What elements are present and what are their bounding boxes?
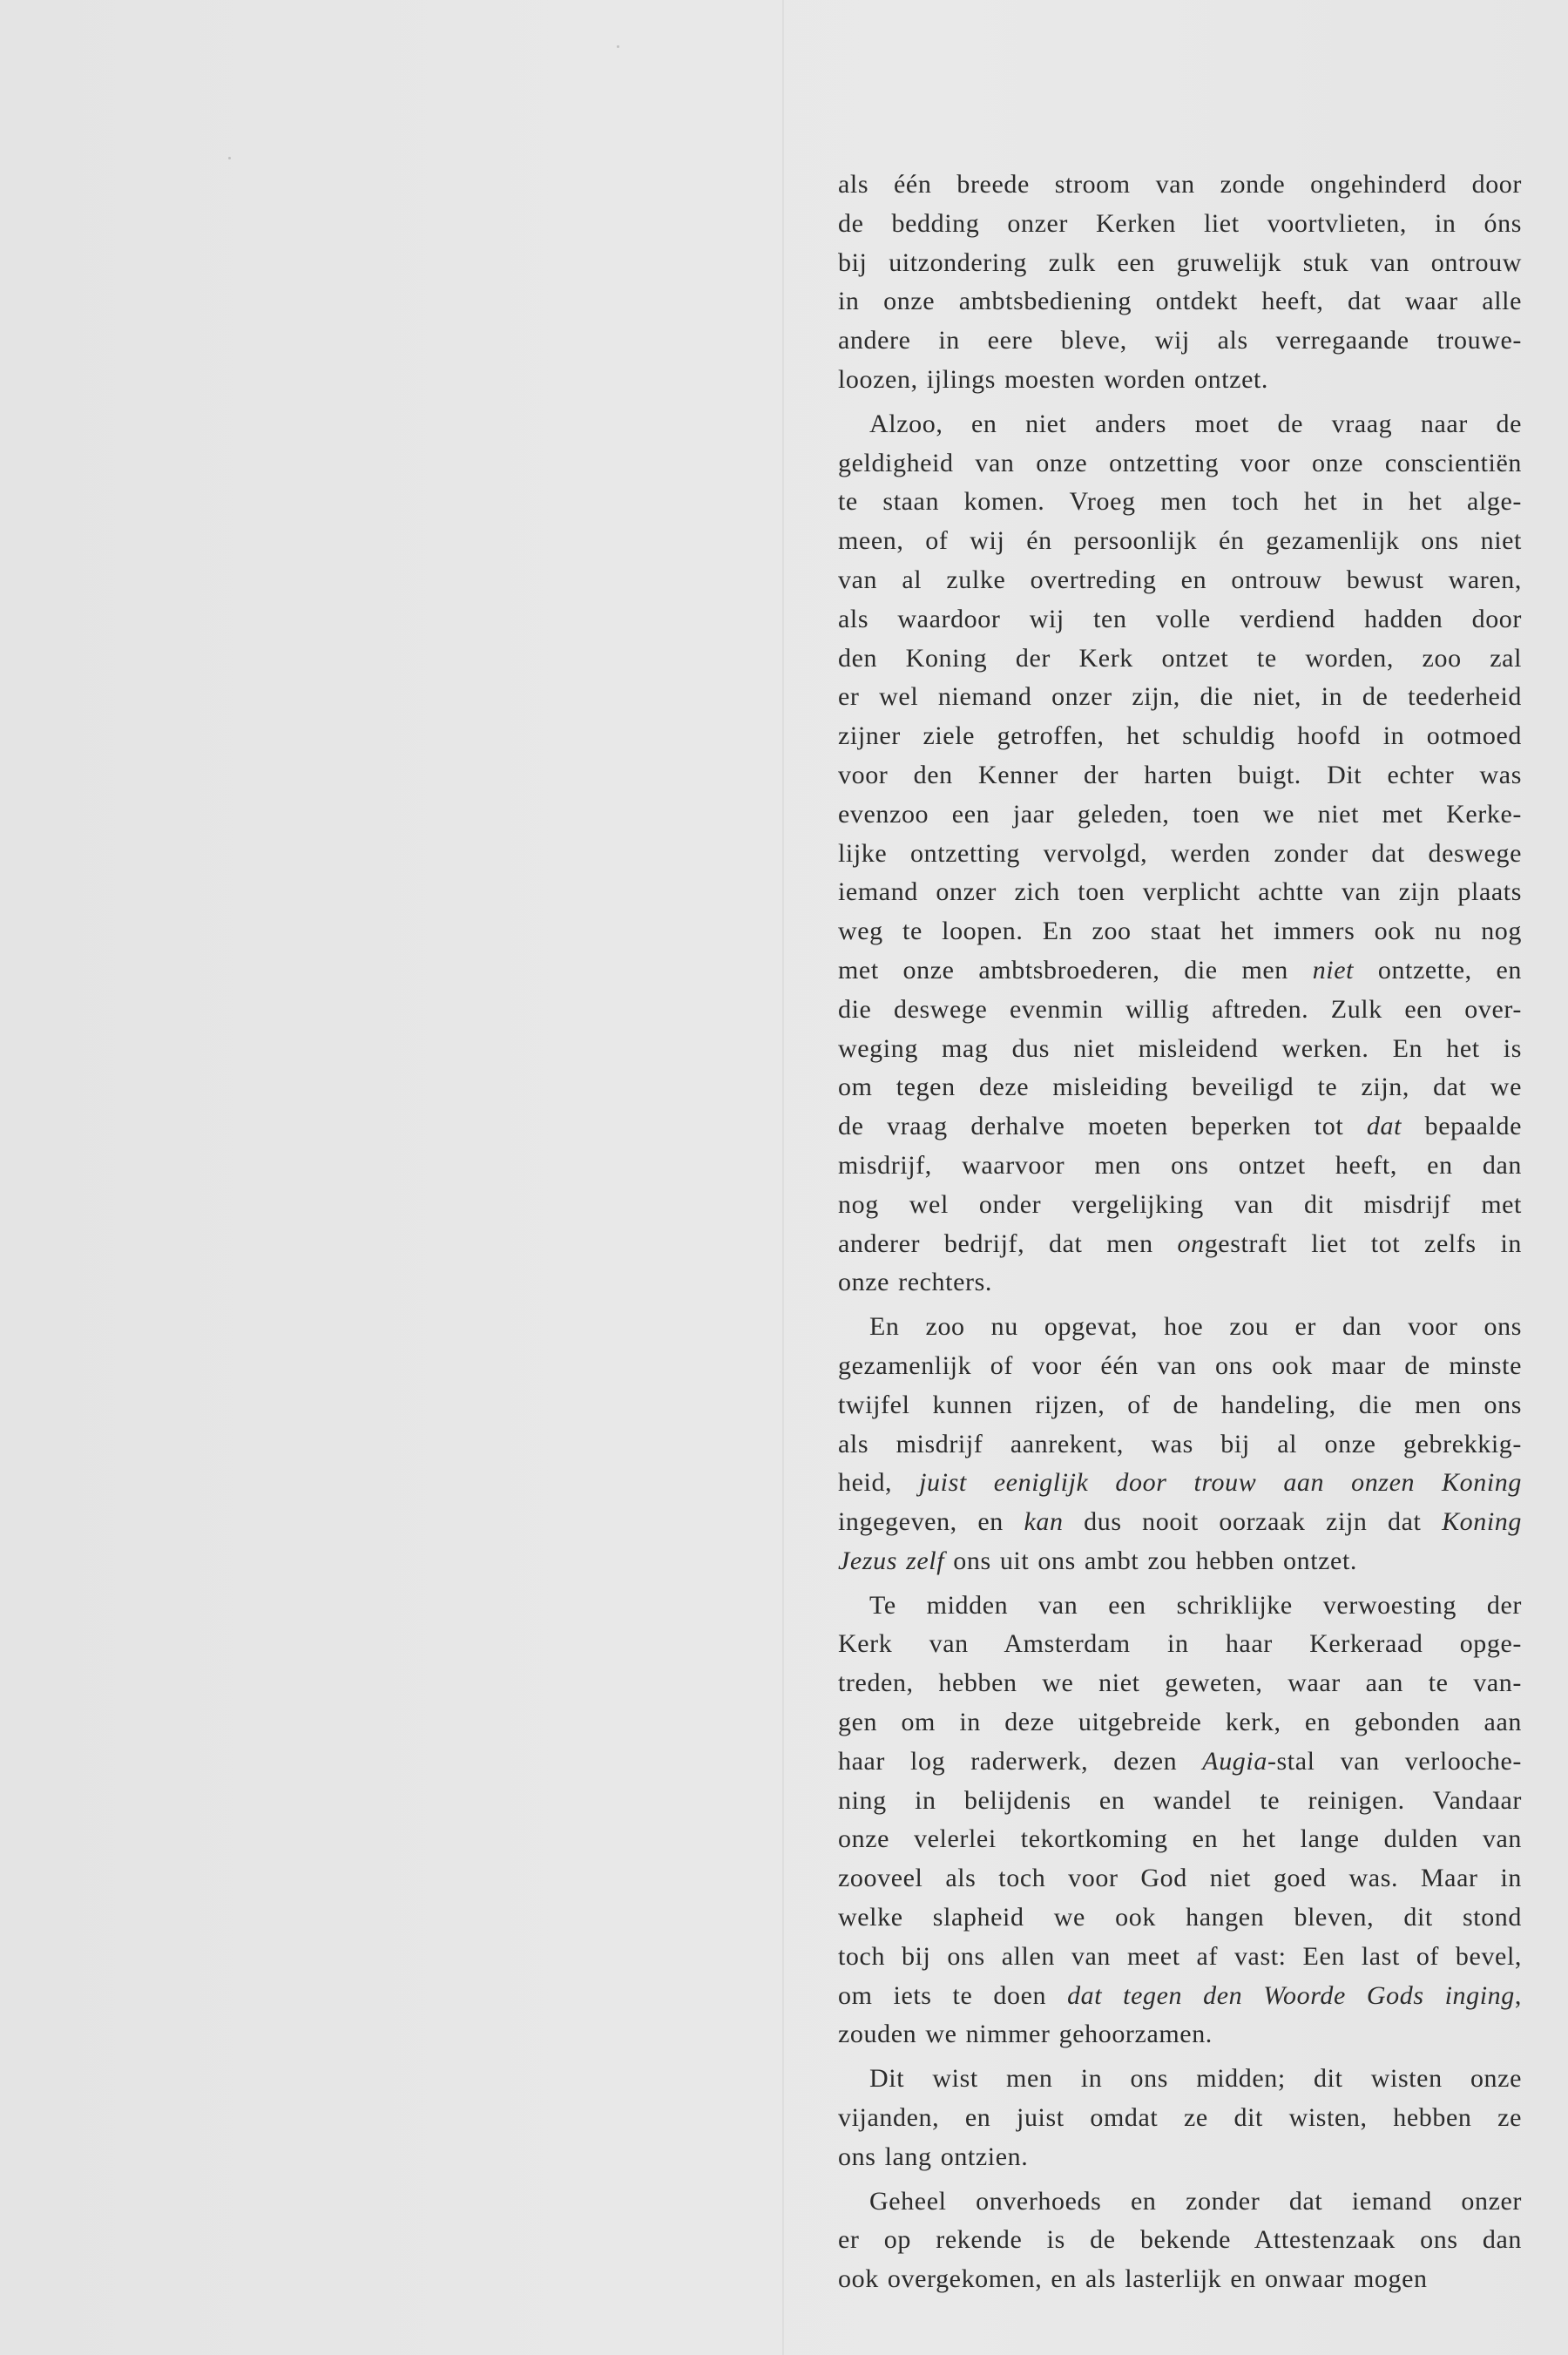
text-segment: misdrijf, waarvoor men ons ontzet heeft, en dan [838, 1150, 1522, 1180]
text-segment: toch bij ons allen van meet af vast: Een last of bevel, [838, 1941, 1522, 1971]
text-segment: zooveel als toch voor God niet goed was. Maar in [838, 1864, 1522, 1893]
text-line [838, 1743, 1522, 1782]
text-line [838, 991, 1522, 1030]
text-segment: ons lang ontzien. [838, 2142, 1029, 2171]
text-line [838, 1425, 1522, 1465]
text-segment: die deswege evenmin willig aftreden. Zulk een over- [838, 994, 1522, 1024]
text-line [838, 1938, 1522, 1977]
text-segment: om iets te doen [838, 1980, 1068, 2010]
text-segment: om tegen deze misleiding beveiligd te zijn, dat we [838, 1073, 1522, 1102]
text-line [838, 1308, 1522, 1347]
text-line [838, 561, 1522, 600]
text-segment: gestraft liet tot zelfs in [1204, 1228, 1522, 1258]
italic-text: Jezus zelf [838, 1546, 945, 1575]
paragraph [838, 405, 1522, 1303]
text-line [838, 951, 1522, 991]
paragraph [838, 2182, 1522, 2299]
text-segment: bij uitzondering zulk een gruwelijk stuk van ontrouw [838, 247, 1522, 277]
text-line [838, 2099, 1522, 2138]
text-segment: voor den Kenner der harten buigt. Dit echter was [838, 760, 1522, 789]
text-segment: Alzoo, en niet anders moet de vraag naar de [869, 409, 1522, 438]
text-segment: ontzette, en [1354, 955, 1522, 985]
text-segment: er op rekende is de bekende Attestenzaak ons dan [838, 2225, 1522, 2255]
text-line [838, 678, 1522, 717]
text-segment: de vraag derhalve moeten beperken tot [838, 1112, 1367, 1141]
body-text-column [838, 166, 1522, 2299]
paragraph [838, 166, 1522, 400]
text-segment: in onze ambtsbediening ontdekt heeft, dat waar alle [838, 287, 1522, 316]
italic-text: Augia [1202, 1746, 1267, 1776]
text-line [838, 1542, 1522, 1581]
text-line [838, 1186, 1522, 1225]
text-segment: te staan komen. Vroeg men toch het in het alge- [838, 487, 1522, 517]
text-segment: ning in belijdenis en wandel te reinigen. Vandaar [838, 1785, 1522, 1815]
text-segment: meen, of wij én persoonlijk én gezamenlijk ons niet [838, 526, 1522, 556]
left-blank-page [0, 0, 782, 2355]
text-line [838, 244, 1522, 283]
text-line [838, 282, 1522, 321]
text-segment: -stal van verlooche- [1267, 1746, 1522, 1776]
text-line [838, 1977, 1522, 2016]
text-segment: weging mag dus niet misleidend werken. En het is [838, 1033, 1522, 1063]
text-line [838, 873, 1522, 912]
text-segment: Kerk van Amsterdam in haar Kerkeraad opge- [838, 1629, 1522, 1659]
text-segment: lijke ontzetting vervolgd, werden zonder dat deswege [838, 838, 1522, 868]
text-line [838, 1625, 1522, 1664]
text-line [838, 1587, 1522, 1626]
text-segment: den Koning der Kerk ontzet te worden, zoo zal [838, 643, 1522, 673]
text-segment: geldigheid van onze ontzetting voor onze conscientiën [838, 448, 1522, 477]
text-segment: anderer bedrijf, dat men [838, 1228, 1178, 1258]
text-line [838, 522, 1522, 561]
text-line [838, 2138, 1522, 2177]
text-line [838, 717, 1522, 756]
text-line [838, 1703, 1522, 1743]
italic-text: Koning [1442, 1507, 1523, 1537]
right-text-page [784, 0, 1568, 2355]
text-line [838, 2182, 1522, 2222]
text-line [838, 1263, 1522, 1303]
text-segment: als misdrijf aanrekent, was bij al onze gebrekkig- [838, 1429, 1522, 1458]
text-segment: haar log raderwerk, dezen [838, 1746, 1203, 1776]
italic-text: niet [1312, 955, 1355, 985]
text-line [838, 1820, 1522, 1859]
text-line [838, 1068, 1522, 1107]
text-line [838, 361, 1522, 400]
text-line [838, 1347, 1522, 1386]
text-segment: vijanden, en juist omdat ze dit wisten, hebben ze [838, 2103, 1522, 2133]
text-line [838, 205, 1522, 244]
text-line [838, 405, 1522, 444]
text-segment: Te midden van een schriklijke verwoesting der [869, 1590, 1522, 1620]
text-line [838, 1386, 1522, 1425]
paragraph [838, 2060, 1522, 2176]
text-line [838, 1225, 1522, 1264]
text-segment: er wel niemand onzer zijn, die niet, in de teederheid [838, 682, 1522, 712]
text-segment: heid, [838, 1468, 920, 1498]
text-segment: twijfel kunnen rijzen, of de handeling, die men ons [838, 1390, 1522, 1419]
text-segment: Dit wist men in ons midden; dit wisten onze [869, 2064, 1522, 2094]
text-line [838, 756, 1522, 795]
text-line [838, 2260, 1522, 2299]
paper-speck [617, 45, 619, 48]
text-line [838, 2015, 1522, 2054]
text-segment: als één breede stroom van zonde ongehinderd door [838, 170, 1522, 199]
text-segment: Geheel onverhoeds en zonder dat iemand onzer [869, 2186, 1522, 2216]
text-line [838, 1859, 1522, 1898]
text-line [838, 1503, 1522, 1542]
text-segment: bepaalde [1402, 1112, 1523, 1141]
text-segment: de bedding onzer Kerken liet voortvlieten, in óns [838, 208, 1522, 238]
text-segment: zouden we nimmer gehoorzamen. [838, 2020, 1213, 2049]
text-line [838, 483, 1522, 522]
text-line [838, 1898, 1522, 1938]
paragraph [838, 1587, 1522, 2055]
text-segment: als waardoor wij ten volle verdiend hadden door [838, 604, 1522, 633]
text-segment: zijner ziele getroffen, het schuldig hoofd in ootmoed [838, 721, 1522, 751]
text-segment: met onze ambtsbroederen, die men [838, 955, 1313, 985]
text-line [838, 640, 1522, 679]
text-line [838, 1664, 1522, 1703]
text-segment: , [1514, 1980, 1522, 2010]
text-line [838, 1782, 1522, 1821]
text-segment: En zoo nu opgevat, hoe zou er dan voor ons [869, 1312, 1522, 1342]
paper-speck [228, 157, 231, 159]
text-segment: welke slapheid we ook hangen bleven, dit stond [838, 1903, 1522, 1932]
text-line [838, 2221, 1522, 2260]
text-line [838, 321, 1522, 361]
text-segment: nog wel onder vergelijking van dit misdrijf met [838, 1189, 1522, 1219]
paragraph [838, 1308, 1522, 1581]
text-line [838, 1030, 1522, 1069]
text-segment: treden, hebben we niet geweten, waar aan te van- [838, 1668, 1522, 1698]
text-segment: dus nooit oorzaak zijn dat [1063, 1507, 1443, 1537]
italic-text: kan [1024, 1507, 1064, 1537]
text-line [838, 835, 1522, 874]
text-segment: andere in eere bleve, wij als verregaande trouwe- [838, 326, 1522, 355]
text-segment: gen om in deze uitgebreide kerk, en gebonden aan [838, 1708, 1522, 1737]
text-segment: ook overgekomen, en als lasterlijk en onwaar mogen [838, 2264, 1428, 2294]
text-line [838, 1107, 1522, 1147]
italic-text: dat [1366, 1112, 1402, 1141]
text-segment: evenzoo een jaar geleden, toen we niet met Kerke- [838, 799, 1522, 829]
text-segment: van al zulke overtreding en ontrouw bewust waren, [838, 565, 1522, 594]
text-line [838, 166, 1522, 205]
text-line [838, 1147, 1522, 1186]
text-segment: onze velerlei tekortkoming en het lange dulden van [838, 1824, 1522, 1854]
text-segment: gezamenlijk of voor één van ons ook maar de minste [838, 1350, 1522, 1380]
text-segment: onze rechters. [838, 1268, 992, 1297]
text-segment: weg te loopen. En zoo staat het immers ook nu nog [838, 917, 1522, 946]
text-line [838, 795, 1522, 835]
text-line [838, 2060, 1522, 2099]
text-segment: iemand onzer zich toen verplicht achtte van zijn plaats [838, 877, 1522, 907]
text-line [838, 1464, 1522, 1503]
text-segment: ingegeven, en [838, 1507, 1024, 1537]
text-segment: ons uit ons ambt zou hebben ontzet. [944, 1546, 1357, 1575]
italic-text: on [1177, 1228, 1205, 1258]
text-segment: loozen, ijlings moesten worden ontzet. [838, 364, 1269, 394]
italic-text: dat tegen den Woorde Gods inging [1067, 1980, 1515, 2010]
text-line [838, 912, 1522, 951]
text-line [838, 600, 1522, 640]
text-line [838, 444, 1522, 484]
italic-text: juist eeniglijk door trouw aan onzen Koning [919, 1468, 1522, 1498]
